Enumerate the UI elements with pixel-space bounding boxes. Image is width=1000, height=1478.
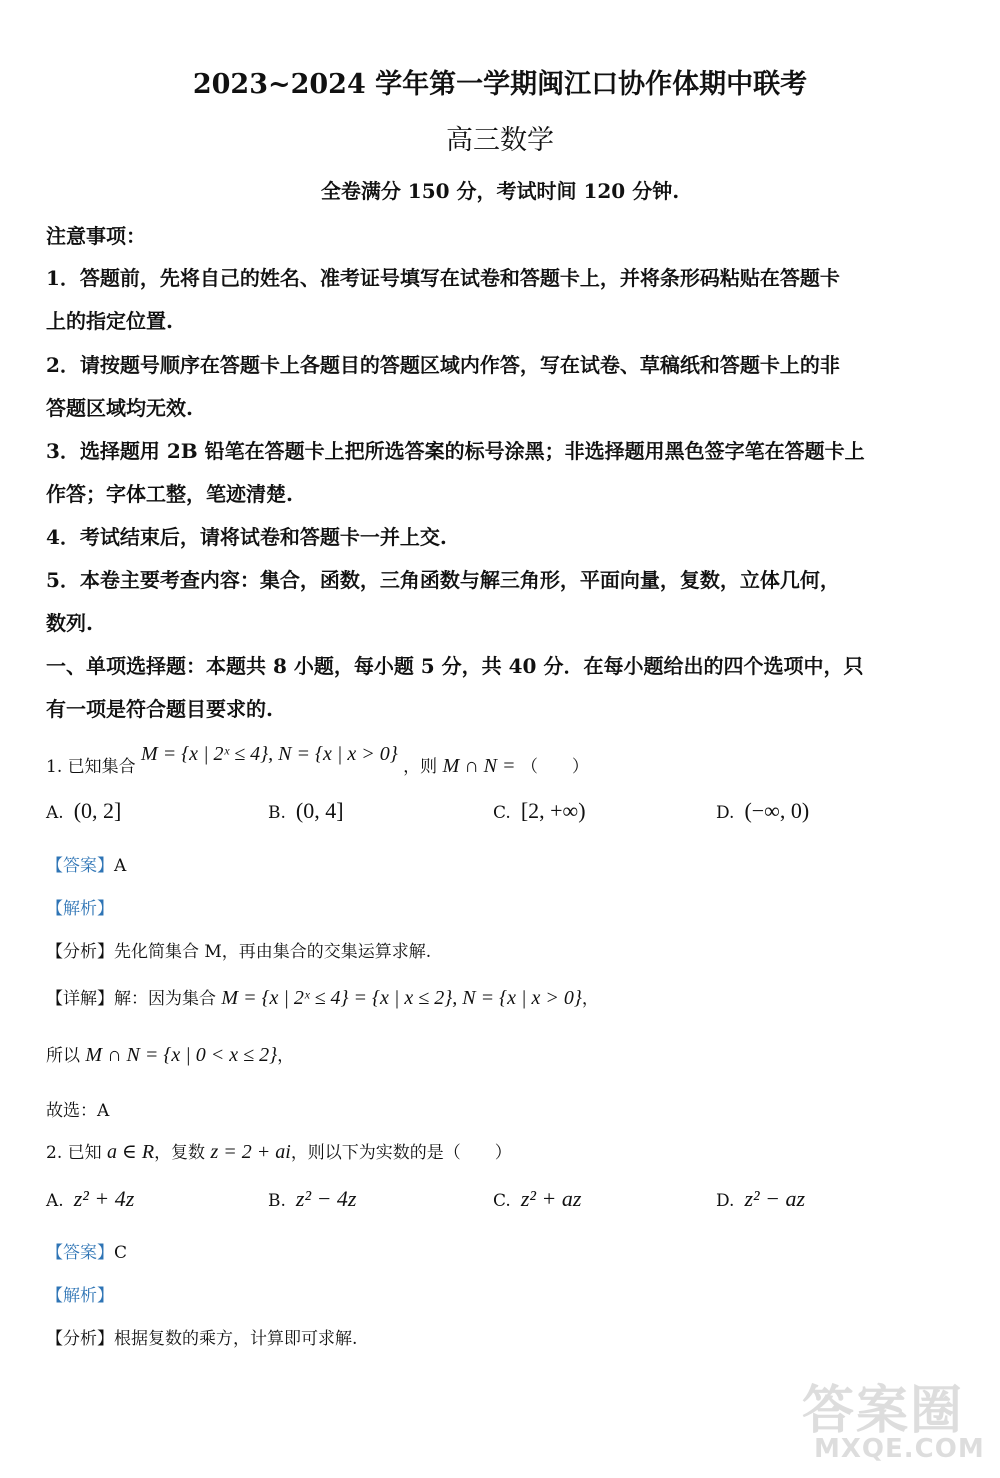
note-line: 答题区域均无效. xyxy=(46,396,193,420)
q1-option-a: A. (0, 2] xyxy=(46,798,122,823)
q2-option-a: A. z² + 4z xyxy=(46,1186,135,1211)
q1-detail: 【详解】解：因为集合 M = {x | 2ˣ ≤ 4} = {x | x ≤ 2}, N = {x | x > 0}， xyxy=(46,987,599,1009)
answer-tag: 【答案】 xyxy=(46,1243,114,1263)
note-line: 3．选择题用 2B 铅笔在答题卡上把所选答案的标号涂黑；非选择题用黑色签字笔在答题卡上 xyxy=(46,439,865,463)
notes-heading: 注意事项： xyxy=(46,224,146,248)
q1-option-b: B. (0, 4] xyxy=(268,798,344,823)
note-line: 1．答题前，先将自己的姓名、准考证号填写在试卷和答题卡上，并将条形码粘贴在答题卡 xyxy=(46,266,840,290)
question-1-paren: （ ） xyxy=(520,757,589,777)
note-line: 4．考试结束后，请将试卷和答题卡一并上交. xyxy=(46,525,447,549)
question-2-stem: 2. 已知 a ∈ R，复数 z = 2 + ai，则以下为实数的是（ ） xyxy=(46,1141,512,1163)
q1-option-d-value: (−∞, 0) xyxy=(744,798,810,823)
answer-value: A xyxy=(114,856,127,876)
section-heading: 一、单项选择题：本题共 8 小题，每小题 5 分，共 40 分．在每小题给出的四个选项中，只 xyxy=(46,654,864,678)
answer-tag: 【答案】 xyxy=(46,856,114,876)
fenxi-text: 根据复数的乘方，计算即可求解. xyxy=(114,1329,358,1349)
note-line: 上的指定位置. xyxy=(46,309,173,333)
watermark-logo xyxy=(802,1368,985,1468)
answer-value: C xyxy=(114,1243,128,1263)
exam-subject: 高三数学 xyxy=(446,125,554,156)
question-1-stem xyxy=(46,743,589,778)
score-line: 全卷满分 150 分，考试时间 120 分钟. xyxy=(320,179,680,203)
q2-option-b-value: z² − 4z xyxy=(295,1186,357,1211)
so-expr: M ∩ N = {x | 0 < x ≤ 2} xyxy=(85,1044,278,1066)
q1-so: 所以 M ∩ N = {x | 0 < x ≤ 2}， xyxy=(46,1044,295,1066)
q1-option-a-value: (0, 2] xyxy=(73,798,122,823)
q2-option-d-value: z² − az xyxy=(744,1186,806,1211)
section-heading-cont: 有一项是符合题目要求的. xyxy=(46,697,273,721)
analysis-tag: 【解析】 xyxy=(46,1286,114,1306)
so-prefix: 所以 xyxy=(46,1046,80,1066)
q2-option-c-value: z² + az xyxy=(520,1186,582,1211)
q1-fenxi xyxy=(46,937,431,962)
q2-answer xyxy=(46,1238,127,1263)
question-2-cond: a ∈ R xyxy=(107,1141,155,1163)
fenxi-tag: 【分析】 xyxy=(46,942,114,962)
q2-option-c: C. z² + az xyxy=(493,1186,582,1211)
q1-choose: 故选：A xyxy=(46,1101,110,1121)
q2-option-d: D. z² − az xyxy=(716,1186,806,1211)
q1-option-c: C. [2, +∞) xyxy=(493,798,586,823)
q2-option-b: B. z² − 4z xyxy=(268,1186,357,1211)
note-line: 作答；字体工整，笔迹清楚. xyxy=(46,482,293,506)
detail-tag: 【详解】 xyxy=(46,989,114,1009)
q2-option-a-value: z² + 4z xyxy=(73,1186,135,1211)
detail-expr: M = {x | 2ˣ ≤ 4} = {x | x ≤ 2}, N = {x | x > 0} xyxy=(221,987,582,1009)
q1-option-d: D. (−∞, 0) xyxy=(716,798,810,823)
note-line: 数列. xyxy=(46,611,93,635)
q2-fenxi xyxy=(46,1324,357,1349)
note-line: 2．请按题号顺序在答题卡上各题目的答题区域内作答，写在试卷、草稿纸和答题卡上的非 xyxy=(46,353,840,377)
q1-option-b-value: (0, 4] xyxy=(295,798,344,823)
question-1-prefix: 1. 已知集合 xyxy=(46,757,136,777)
detail-prefix: 解：因为集合 xyxy=(114,989,216,1009)
fenxi-tag: 【分析】 xyxy=(46,1329,114,1349)
note-line: 5．本卷主要考查内容：集合，函数，三角函数与解三角形，平面向量，复数，立体几何， xyxy=(46,568,840,592)
fenxi-text: 先化简集合 M，再由集合的交集运算求解. xyxy=(114,942,432,962)
question-2-z: z = 2 + ai xyxy=(210,1141,291,1163)
q1-answer xyxy=(46,851,126,876)
question-1-then: ，则 xyxy=(403,757,438,777)
analysis-tag: 【解析】 xyxy=(46,899,114,919)
question-1-expr: M ∩ N = xyxy=(442,755,516,777)
watermark-text: 答案圈 xyxy=(802,1381,965,1441)
q1-option-c-value: [2, +∞) xyxy=(520,798,586,823)
watermark-url: MXQE.COM xyxy=(814,1434,985,1464)
exam-title: 2023~2024 学年第一学期闽江口协作体期中联考 xyxy=(192,69,808,100)
question-1-sets: M = {x | 2ˣ ≤ 4}, N = {x | x > 0} xyxy=(141,743,398,765)
